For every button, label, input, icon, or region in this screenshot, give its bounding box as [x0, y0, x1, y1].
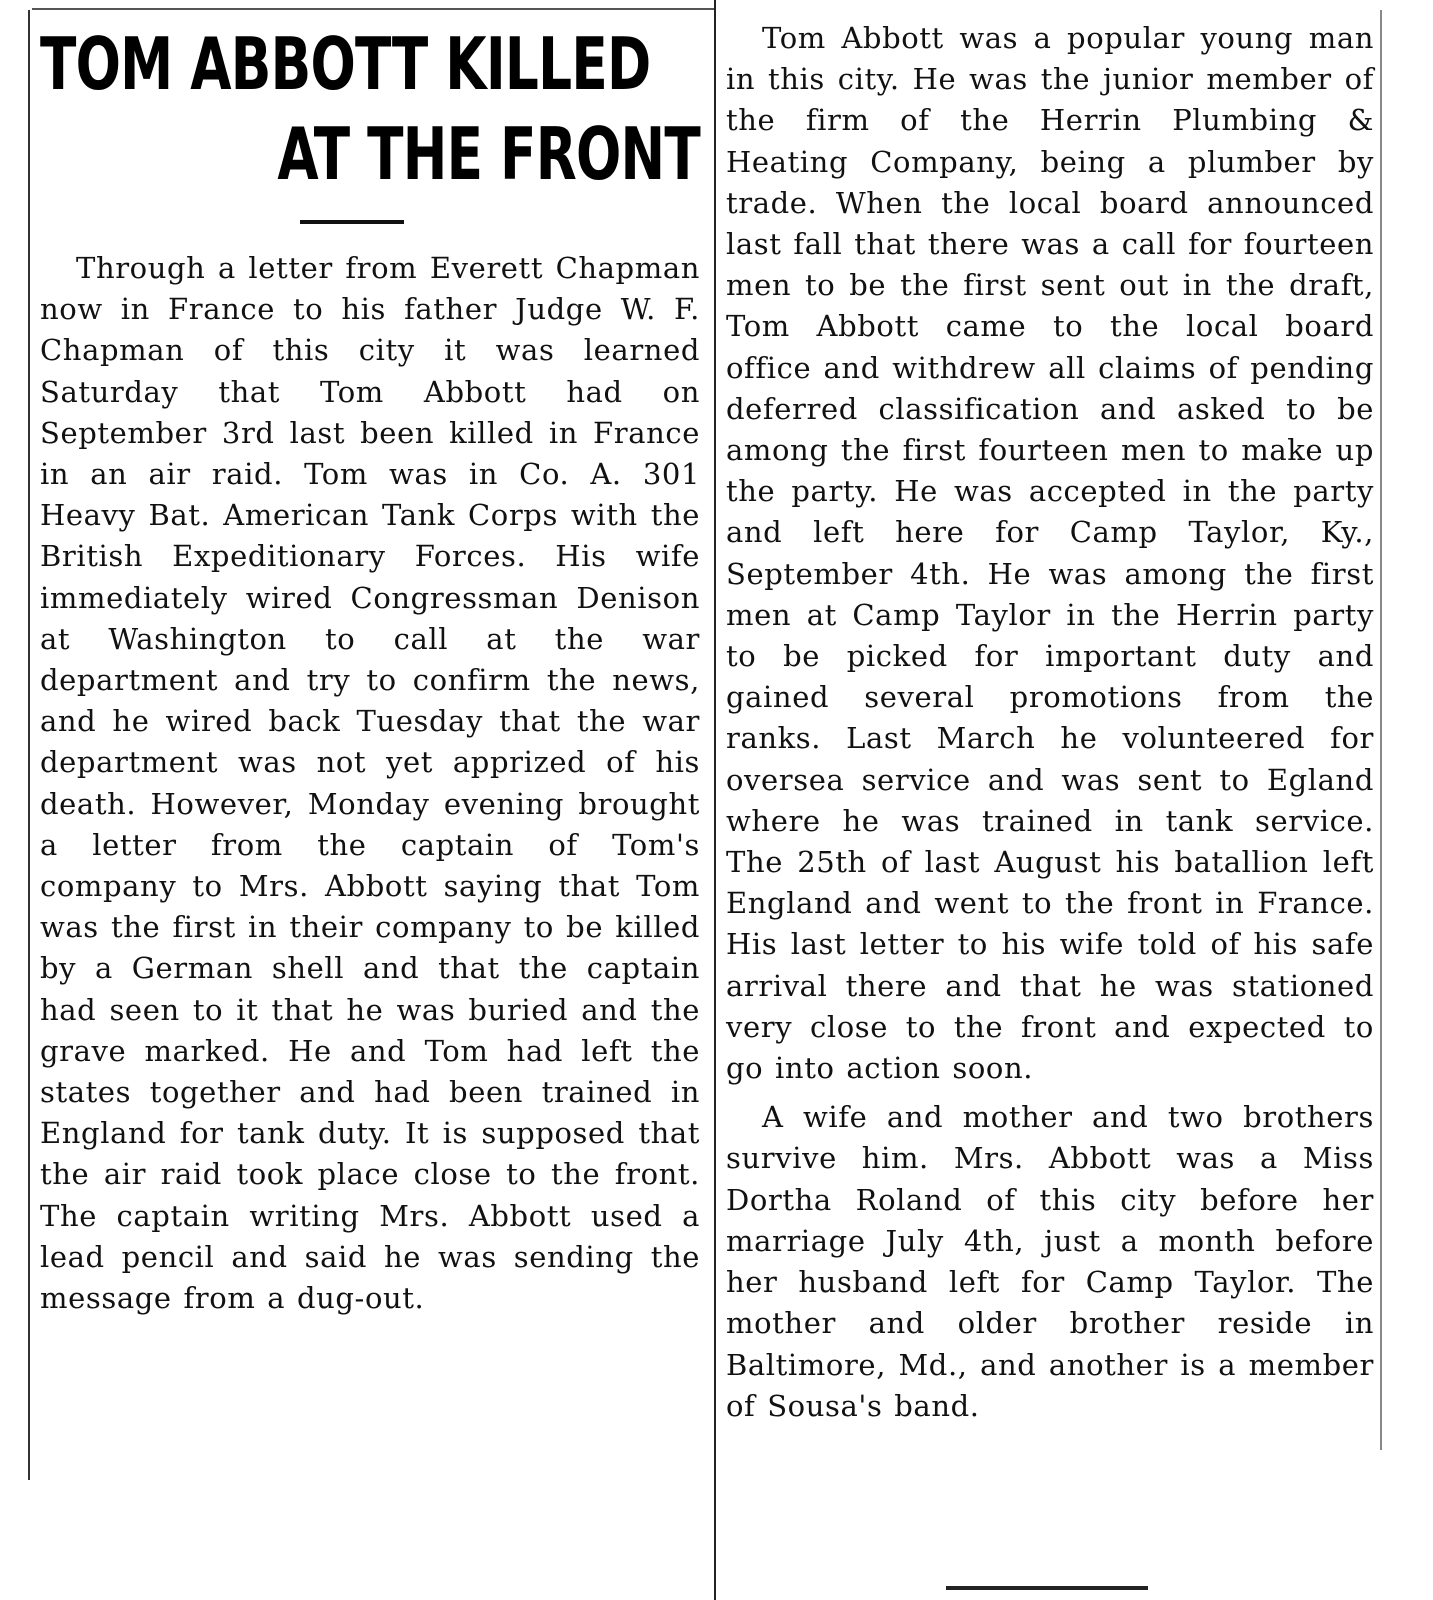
- right-column: [726, 18, 1374, 1427]
- headline-dash: [300, 220, 404, 224]
- article-paragraph-2: Tom Abbott was a popular young man in this city. He was the junior member of the firm of the Herrin Plumbing & Heating Company, being a plumber by trade. When the local board announced last fall that there was a call for fourteen men to be the first sent out in the draft, Tom Abbott came to the local board office and withdrew all claims of pending deferred classification and asked to be among the first fourteen men to make up the party. He was accepted in the party and left here for Camp Taylor, Ky., September 4th. He was among the first men at Camp Taylor in the Herrin party to be picked for important duty and gained several promotions from the ranks. Last March he volunteered for oversea service and was sent to Egland where he was trained in tank service. The 25th of last August his batallion left England and went to the front in France. His last letter to his wife told of his safe arrival there and that he was stationed very close to the front and expected to go into action soon.: [726, 21, 1374, 1086]
- article-paragraph-3: A wife and mother and two brothers survive him. Mrs. Abbott was a Miss Dortha Roland of this city before her marriage July 4th, just a month before her husband left for Camp Taylor. The mother and older brother reside in Baltimore, Md., and another is a member of Sousa's band.: [726, 1100, 1374, 1423]
- left-column: [40, 18, 700, 1319]
- end-rule: [946, 1586, 1148, 1590]
- left-column-rule: [28, 10, 30, 1480]
- headline-line-2: AT THE FRONT: [277, 112, 700, 196]
- right-column-rule: [1380, 10, 1382, 1450]
- headline-line-1: TOM ABBOTT KILLED: [40, 22, 651, 106]
- article-paragraph-1: Through a letter from Everett Chapman now in France to his father Judge W. F. Chapman of this city it was learned Saturday that Tom Abbott had on September 3rd last been killed in France in an air raid. Tom was in Co. A. 301 Heavy Bat. American Tank Corps with the British Expeditionary Forces. His wife immediately wired Congressman Denison at Washington to call at the war department and try to confirm the news, and he wired back Tuesday that the war department was not yet apprized of his death. However, Monday evening brought a letter from the captain of Tom's company to Mrs. Abbott saying that Tom was the first in their company to be killed by a German shell and that the captain had seen to it that he was buried and the grave marked. He and Tom had left the states together and had been trained in England for tank duty. It is supposed that the air raid took place close to the front. The captain writing Mrs. Abbott used a lead pencil and said he was sending the message from a dug-out.: [40, 251, 700, 1316]
- column-divider: [714, 0, 716, 1600]
- top-rule: [32, 8, 714, 10]
